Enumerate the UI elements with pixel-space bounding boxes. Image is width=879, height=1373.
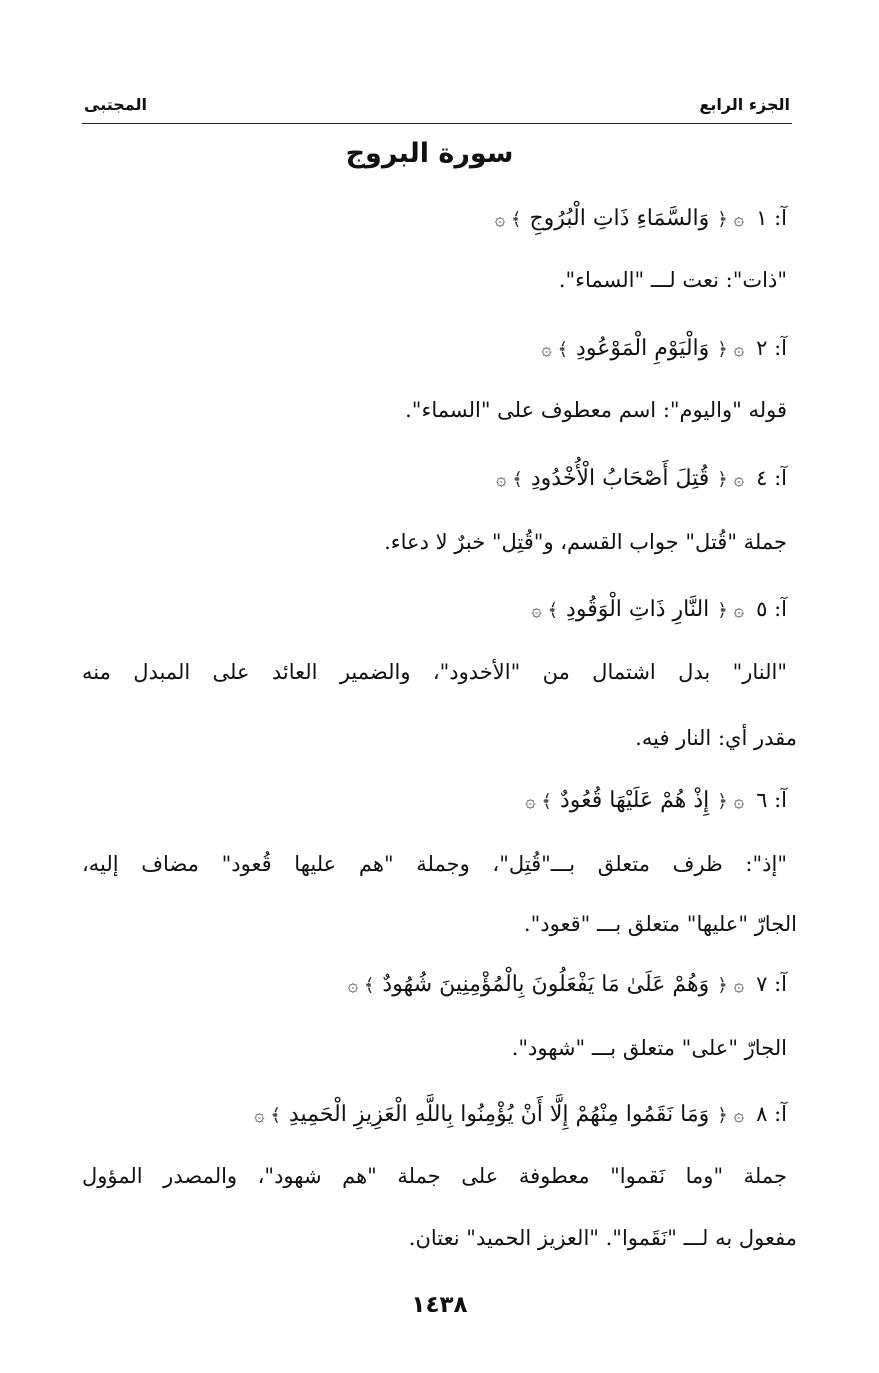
verse-close-bracket: ﴾ ۞ <box>525 791 552 812</box>
quran-verse: وَالْيَوْمِ الْمَوْعُودِ <box>576 336 710 361</box>
verse-close-bracket: ﴾ ۞ <box>494 209 522 230</box>
commentary-line: قوله "واليوم": اسم معطوف على "السماء". <box>405 398 787 422</box>
commentary-line: جملة "قُتل" جواب القسم، و"قُتِل" خبرٌ لا دعاء. <box>384 530 787 554</box>
commentary-line: الجارّ "على" متعلق بـــ "شهود". <box>511 1036 787 1060</box>
page-number: ١٤٣٨ <box>411 1292 468 1318</box>
verse-line <box>541 336 787 361</box>
verse-open-bracket: ۞ ﴿ <box>717 339 745 360</box>
verse-line <box>525 788 787 813</box>
quran-verse: وَالسَّمَاءِ ذَاتِ الْبُرُوجِ <box>529 206 710 231</box>
verse-close-bracket: ﴾ ۞ <box>347 975 375 996</box>
commentary-line: مفعول به لـــ "نَقَموا". "العزيز الحميد" نعتان. <box>408 1226 797 1250</box>
running-header <box>82 95 792 124</box>
verse-line <box>531 597 787 622</box>
header-volume: الجزء الرابع <box>699 95 790 114</box>
header-book-title: المجتبى <box>84 95 147 114</box>
verse-line <box>348 972 787 997</box>
verse-open-bracket: ۞ ﴿ <box>717 469 745 490</box>
verse-open-bracket: ۞ ﴿ <box>717 1105 745 1126</box>
verse-ref: آ: ٧ <box>756 972 787 996</box>
quran-verse: وَمَا نَقَمُوا مِنْهُمْ إِلَّا أَنْ يُؤْمِنُوا بِاللَّهِ الْعَزِيزِ الْحَمِيدِ <box>288 1102 710 1127</box>
verse-open-bracket: ۞ ﴿ <box>717 209 745 230</box>
verse-ref: آ: ٨ <box>756 1102 787 1126</box>
verse-open-bracket: ۞ ﴿ <box>717 975 745 996</box>
verse-open-bracket: ۞ ﴿ <box>717 791 745 812</box>
quran-verse: وَهُمْ عَلَىٰ مَا يَفْعَلُونَ بِالْمُؤْمِنِينَ شُهُودٌ <box>382 972 710 997</box>
surah-title: سورة البروج <box>345 138 514 169</box>
verse-close-bracket: ﴾ ۞ <box>531 600 559 621</box>
verse-close-bracket: ﴾ ۞ <box>541 339 569 360</box>
commentary-line: "النار" بدل اشتمال من "الأخدود"، والضمير العائد على المبدل منه <box>82 660 787 684</box>
verse-ref: آ: ٢ <box>756 336 787 360</box>
verse-close-bracket: ﴾ ۞ <box>254 1105 281 1126</box>
commentary-line: مقدر أي: النار فيه. <box>635 726 797 750</box>
verse-ref: آ: ١ <box>756 206 787 230</box>
commentary-line: جملة "وما نَقموا" معطوفة على جملة "هم شهود"، والمصدر المؤول <box>82 1164 787 1188</box>
verse-line <box>495 206 787 231</box>
verse-ref: آ: ٥ <box>756 597 787 621</box>
verse-open-bracket: ۞ ﴿ <box>717 600 745 621</box>
verse-line <box>254 1102 787 1127</box>
commentary-line: الجارّ "عليها" متعلق بـــ "قعود". <box>523 912 797 936</box>
verse-line <box>496 466 787 491</box>
verse-ref: آ: ٦ <box>756 788 787 812</box>
quran-verse: إِذْ هُمْ عَلَيْهَا قُعُودٌ <box>559 788 710 813</box>
verse-close-bracket: ﴾ ۞ <box>496 469 523 490</box>
verse-ref: آ: ٤ <box>756 466 787 490</box>
quran-verse: قُتِلَ أَصْحَابُ الْأُخْدُودِ <box>530 466 710 491</box>
commentary-line: "إذ": ظرف متعلق بـــ"قُتِل"، وجملة "هم عليها قُعود" مضاف إليه، <box>82 852 787 876</box>
quran-verse: النَّارِ ذَاتِ الْوَقُودِ <box>566 597 710 622</box>
commentary-line: "ذات": نعت لـــ "السماء". <box>558 268 787 292</box>
